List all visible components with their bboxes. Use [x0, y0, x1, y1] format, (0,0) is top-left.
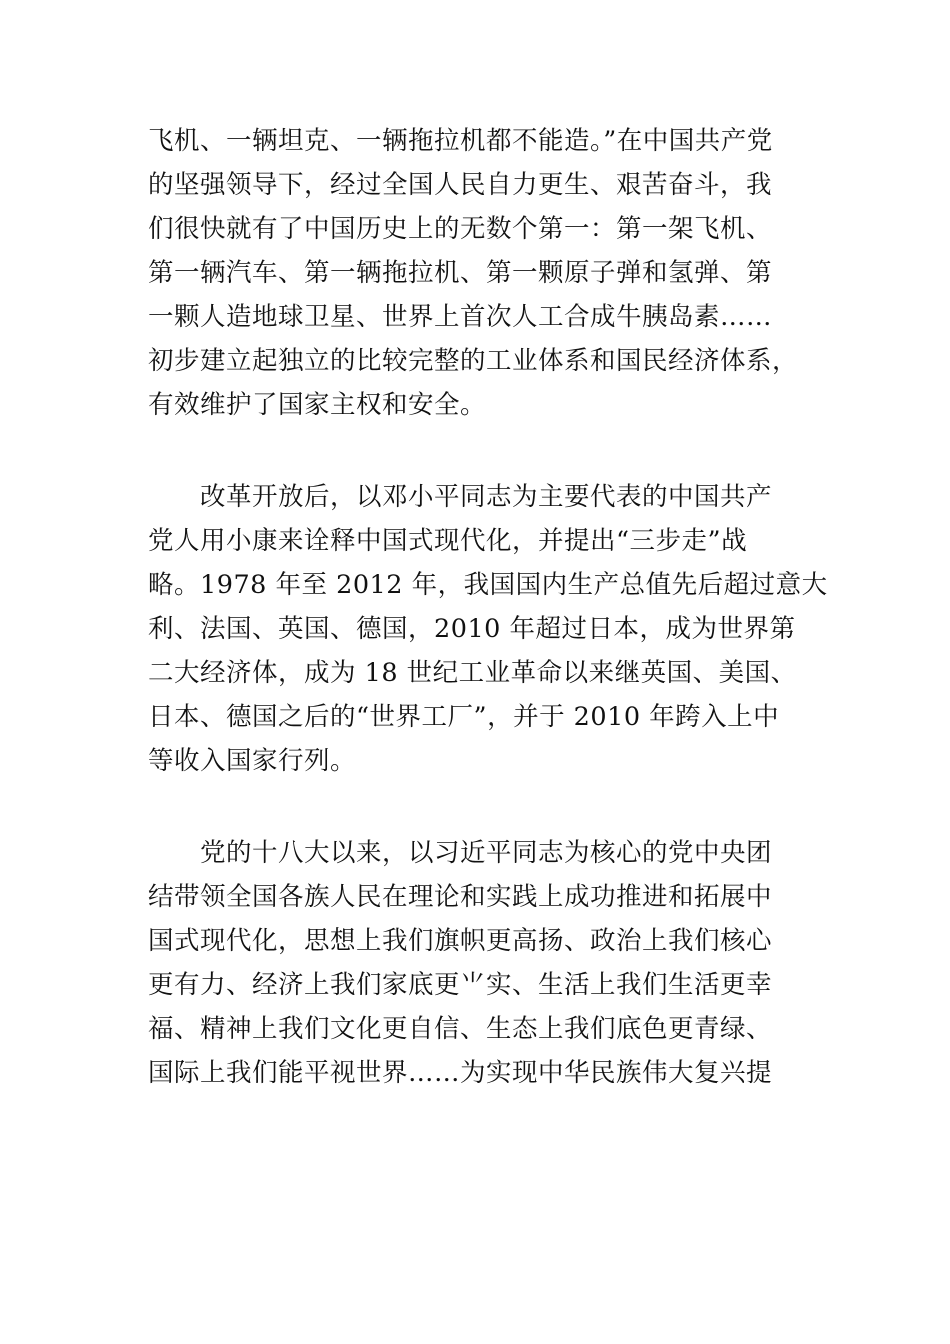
paragraph-line: 国际上我们能平视世界……为实现中华民族伟大复兴提 [148, 1058, 773, 1088]
paragraph-line: 国式现代化，思想上我们旗帜更高扬、政治上我们核心 [148, 926, 773, 956]
paragraph-line: 党人用小康来诠释中国式现代化，并提出“三步走”战 [148, 526, 748, 556]
paragraph-line: 更有力、经济上我们家底更⺌实、生活上我们生活更幸 [148, 970, 773, 1000]
paragraph-line: 福、精神上我们文化更自信、生态上我们底色更青绿、 [148, 1014, 773, 1044]
paragraph-line: 一颗人造地球卫星、世界上首次人工合成牛胰岛素…… [148, 302, 773, 332]
paragraph-line: 有效维护了国家主权和安全。 [148, 390, 487, 420]
paragraph-line: 第一辆汽车、第一辆拖拉机、第一颗原子弹和氢弹、第 [148, 258, 773, 288]
paragraph-line: 改革开放后，以邓小平同志为主要代表的中国共产 [200, 482, 773, 512]
paragraph-line: 飞机、一辆坦克、一辆拖拉机都不能造。”在中国共产党 [148, 126, 773, 156]
paragraph-line: 略。1978 年至 2012 年，我国国内生产总值先后超过意大 [148, 570, 828, 600]
paragraph-line: 利、法国、英国、德国，2010 年超过日本，成为世界第 [148, 614, 796, 644]
paragraph-line: 日本、德国之后的“世界工厂”，并于 2010 年跨入上中 [148, 702, 780, 732]
paragraph-line: 们很快就有了中国历史上的无数个第一：第一架飞机、 [148, 214, 773, 244]
paragraph-line: 结带领全国各族人民在理论和实践上成功推进和拓展中 [148, 882, 773, 912]
paragraph-line: 二大经济体，成为 18 世纪工业革命以来继英国、美国、 [148, 658, 797, 688]
paragraph-line: 党的十八大以来，以习近平同志为核心的党中央团 [200, 838, 773, 868]
paragraph-line: 初步建立起独立的比较完整的工业体系和国民经济体系， [148, 346, 799, 376]
paragraph-line: 等收入国家行列。 [148, 746, 357, 776]
paragraph-line: 的坚强领导下，经过全国人民自力更生、艰苦奋斗，我 [148, 170, 773, 200]
